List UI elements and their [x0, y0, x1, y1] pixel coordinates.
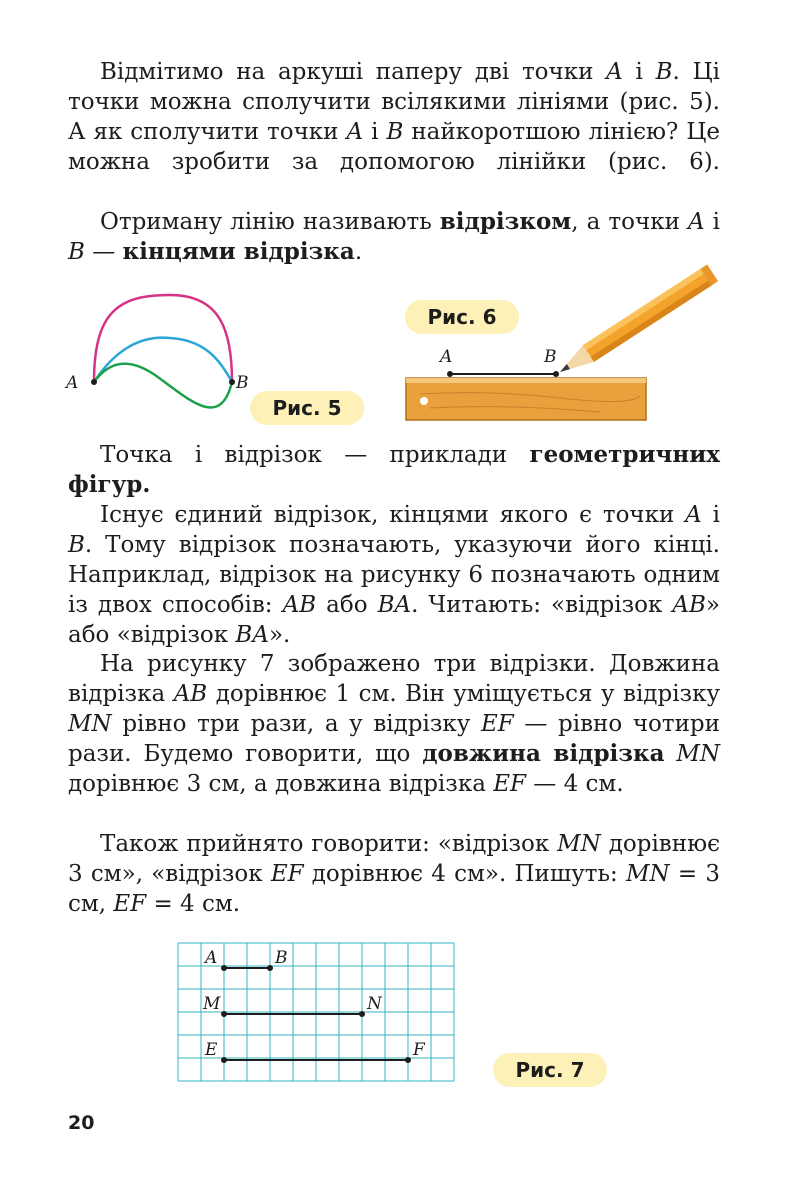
paragraph-2: Отриману лінію називають відрізком, а точки A і B — кінцями відрізка.: [68, 208, 720, 265]
point-a-label: A: [66, 373, 79, 393]
curve-green: [94, 364, 232, 408]
paragraph-6: Також прийнято говорити: «відрізок MN дорівнює 3 см», «відрізок EF дорівнює 4 см». Пишуть: MN = 3 см, EF = 4 см.: [68, 831, 720, 917]
point-n-label: N: [367, 994, 382, 1014]
figure-5-caption: Рис. 5: [250, 391, 364, 425]
point-b-dot: [553, 371, 559, 377]
point-e-dot: [221, 1057, 227, 1063]
page-number: 20: [68, 1112, 95, 1134]
point-m-label: M: [203, 994, 221, 1014]
paragraph-3: Точка і відрізок — приклади геометричних фігур.: [68, 441, 720, 498]
point-e-label: E: [205, 1040, 218, 1060]
point-a-label: A: [205, 948, 218, 968]
curve-cyan: [94, 338, 232, 382]
pencil-icon: [555, 264, 719, 380]
ruler-top-edge: [406, 378, 646, 383]
point-b-dot: [267, 965, 273, 971]
point-a-dot: [91, 379, 97, 385]
point-f-label: F: [413, 1040, 425, 1060]
paragraph-1: Відмітимо на аркуші паперу дві точки A і B. Ці точки можна сполучити всілякими лініями (рис. 5). А як сполучити точки A і B найкоротшою лінією? Це можна зробити за допомогою лінійки (рис. 6).: [68, 59, 720, 175]
figure-7-grid: [178, 943, 454, 1083]
point-f-dot: [405, 1057, 411, 1063]
figure-5-curves: [60, 290, 260, 430]
point-b-label: B: [236, 373, 249, 393]
figure-7-caption: Рис. 7: [493, 1053, 607, 1087]
figure-6-ruler-pencil: [400, 282, 720, 432]
point-b-label: B: [544, 347, 557, 367]
paragraph-4: Існує єдиний відрізок, кінцями якого є точки A і B. Тому відрізок позначають, указуючи його кінці. Наприклад, відрізок на рисунку 6 позначають одним із двох способів: AB або BA. Читають: «відрізок AB» або «відрізок BA».: [68, 502, 720, 648]
point-a-label: A: [440, 347, 453, 367]
figure-6-caption: Рис. 6: [405, 300, 519, 334]
paragraph-5: На рисунку 7 зображено три відрізки. Довжина відрізка AB дорівнює 1 см. Він уміщується у відрізку MN рівно три рази, а у відрізку EF — рівно чотири рази. Будемо говорити, що довжина відрізка MN дорівнює 3 см, а довжина відрізка EF — 4 см.: [68, 651, 720, 797]
point-n-dot: [359, 1011, 365, 1017]
point-b-dot: [229, 379, 235, 385]
ruler: [406, 378, 646, 420]
ruler-hole: [420, 397, 428, 405]
point-a-dot: [447, 371, 453, 377]
point-a-dot: [221, 965, 227, 971]
point-m-dot: [221, 1011, 227, 1017]
point-b-label: B: [275, 948, 288, 968]
